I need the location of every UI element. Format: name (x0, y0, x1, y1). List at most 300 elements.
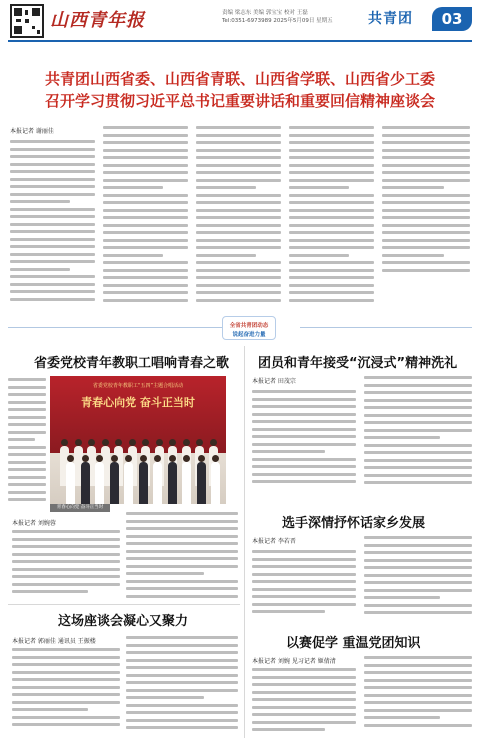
text-line (103, 141, 188, 144)
page-number-badge: 03 (432, 7, 472, 31)
article-5-byline: 本报记者 刘婉 见习记者 姬倩清 (252, 658, 336, 665)
text-line (289, 299, 374, 302)
editor-credits: 责编 梁志东 美编 郭宝宝 校对 王磊 (222, 10, 308, 16)
text-line (12, 708, 88, 711)
text-line (196, 126, 281, 129)
text-line (289, 201, 374, 204)
text-line (382, 194, 470, 197)
text-line (382, 134, 470, 137)
article-2-body-col-1 (252, 390, 356, 494)
lead-body-column-5 (382, 126, 470, 276)
text-line (289, 239, 374, 242)
text-line (126, 557, 238, 560)
text-line (364, 481, 472, 484)
text-line (382, 209, 470, 212)
choir-member (182, 462, 191, 504)
text-line (12, 648, 120, 651)
text-line (382, 216, 470, 219)
text-line (364, 604, 472, 607)
text-line (364, 709, 472, 712)
text-line (382, 156, 470, 159)
text-line (8, 468, 46, 471)
text-line (289, 156, 374, 159)
text-line (8, 438, 35, 441)
text-line (103, 209, 188, 212)
text-line (289, 194, 374, 197)
text-line (126, 580, 238, 583)
text-line (10, 215, 95, 218)
text-line (364, 694, 472, 697)
text-line (196, 216, 281, 219)
photo-subtitle: 省委党校青年教职工“五四”主题合唱活动 (92, 383, 184, 389)
article-1-body-col-1 (12, 530, 120, 602)
text-line (364, 376, 472, 379)
text-line (103, 299, 188, 302)
text-line (382, 224, 470, 227)
text-line (10, 283, 95, 286)
choir-member (197, 462, 206, 504)
text-line (382, 179, 470, 182)
headline-line-1: 共青团山西省委、山西省青联、山西省学联、山西省少工委 (44, 70, 435, 88)
text-line (364, 444, 472, 447)
text-line (196, 269, 281, 272)
page-header (0, 0, 480, 48)
text-line (10, 208, 95, 211)
text-line (8, 498, 46, 501)
text-line (196, 149, 281, 152)
text-line (252, 595, 356, 598)
text-line (12, 723, 120, 726)
text-line (103, 179, 188, 182)
divider-line-2: 说起奋进力量 (232, 332, 266, 338)
text-line (289, 284, 374, 287)
text-line (289, 141, 374, 144)
text-line (8, 431, 46, 434)
text-line (10, 253, 95, 256)
article-3-body-col-1 (252, 550, 356, 620)
text-line (10, 275, 95, 278)
text-line (364, 686, 472, 689)
text-line (252, 450, 325, 453)
text-line (196, 231, 281, 234)
text-line (252, 465, 356, 468)
text-line (10, 148, 95, 151)
text-line (252, 390, 356, 393)
text-line (196, 134, 281, 137)
article-2-byline: 本报记者 田茂宗 (252, 378, 296, 385)
lead-byline: 本报记者 谢丽佳 (10, 128, 54, 135)
text-line (8, 423, 46, 426)
text-line (289, 216, 374, 219)
text-line (364, 574, 472, 577)
text-line (364, 384, 472, 387)
text-line (103, 284, 188, 287)
text-line (8, 446, 46, 449)
text-line (8, 401, 46, 404)
text-line (103, 246, 188, 249)
text-line (252, 550, 356, 553)
text-line (252, 698, 356, 701)
text-line (252, 565, 356, 568)
text-line (364, 474, 472, 477)
text-line (364, 406, 472, 409)
text-line (364, 664, 472, 667)
text-line (289, 186, 349, 189)
text-line (382, 141, 470, 144)
text-line (252, 413, 356, 416)
article-1-body-left (8, 378, 46, 506)
photo-caption: 青春心向党 奋斗正当时 (50, 504, 110, 512)
text-line (252, 588, 356, 591)
text-line (10, 298, 95, 301)
text-line (289, 261, 374, 264)
text-line (8, 378, 46, 381)
text-line (10, 163, 95, 166)
text-line (10, 268, 70, 271)
text-line (12, 590, 88, 593)
text-line (382, 269, 470, 272)
text-line (8, 416, 46, 419)
text-line (196, 209, 281, 212)
text-line (196, 299, 281, 302)
text-line (252, 573, 356, 576)
header-info (222, 9, 333, 25)
choir-member (66, 462, 75, 504)
text-line (252, 721, 356, 724)
article-3-body-col-2 (364, 536, 472, 620)
text-line (364, 551, 472, 554)
article-4-byline: 本报记者 郭丽佳 通讯员 王振楼 (12, 638, 96, 645)
text-line (126, 659, 238, 662)
text-line (8, 408, 46, 411)
text-line (289, 254, 349, 257)
text-line (12, 575, 120, 578)
text-line (252, 405, 356, 408)
main-headline (0, 68, 480, 112)
text-line (196, 239, 281, 242)
newspaper-masthead: 山西青年报 (50, 10, 145, 31)
text-line (8, 476, 46, 479)
text-line (364, 544, 472, 547)
article-4-body-col-1 (12, 648, 120, 736)
text-line (252, 683, 356, 686)
text-line (126, 542, 238, 545)
text-line (103, 269, 188, 272)
text-line (289, 231, 374, 234)
text-line (289, 164, 374, 167)
article-1-byline: 本报记者 刘婉蓉 (12, 520, 56, 527)
text-line (12, 686, 120, 689)
text-line (12, 716, 120, 719)
text-line (252, 668, 356, 671)
text-line (382, 149, 470, 152)
text-line (103, 254, 163, 257)
text-line (289, 291, 374, 294)
text-line (252, 473, 356, 476)
text-line (364, 459, 472, 462)
text-line (382, 201, 470, 204)
text-line (252, 428, 356, 431)
text-line (10, 223, 95, 226)
text-line (252, 443, 356, 446)
text-line (10, 155, 95, 158)
text-line (103, 171, 188, 174)
article-title-symposium: 这场座谈会凝心又聚力 (58, 614, 189, 629)
text-line (126, 644, 238, 647)
section-tag: 共青团 (368, 11, 413, 27)
text-line (8, 386, 46, 389)
text-line (12, 538, 120, 541)
text-line (12, 678, 120, 681)
text-line (126, 696, 204, 699)
text-line (8, 491, 46, 494)
text-line (126, 666, 238, 669)
text-line (364, 399, 472, 402)
text-line (126, 550, 238, 553)
article-2-body-col-2 (364, 376, 472, 494)
text-line (382, 126, 470, 129)
text-line (10, 178, 95, 181)
text-line (196, 291, 281, 294)
text-line (382, 171, 470, 174)
text-line (12, 545, 120, 548)
text-line (12, 671, 120, 674)
text-line (196, 246, 281, 249)
article-4-body-col-2 (126, 636, 238, 736)
lead-body-column-4 (289, 126, 374, 306)
text-line (8, 461, 46, 464)
choir-member (95, 462, 104, 504)
text-line (252, 713, 356, 716)
text-line (12, 663, 120, 666)
text-line (252, 458, 356, 461)
text-line (252, 580, 356, 583)
text-line (364, 581, 472, 584)
article-1-body-col-2 (126, 512, 238, 602)
text-line (12, 693, 120, 696)
text-line (382, 186, 444, 189)
section-divider (0, 316, 480, 340)
text-line (10, 290, 95, 293)
text-line (289, 209, 374, 212)
text-line (10, 230, 95, 233)
text-line (12, 560, 120, 563)
text-line (364, 391, 472, 394)
choir-member (81, 462, 90, 504)
contact-date: Tel:0351-6973989 2025年5月09日 星期五 (222, 18, 333, 24)
article-title-party-school: 省委党校青年教职工唱响青春之歌 (34, 356, 230, 371)
photo-banner: 青春心向党 奋斗正当时 (81, 396, 195, 409)
text-line (252, 603, 356, 606)
text-line (126, 689, 238, 692)
text-line (289, 134, 374, 137)
text-line (196, 156, 281, 159)
text-line (103, 186, 163, 189)
choir-member (139, 462, 148, 504)
text-line (12, 583, 120, 586)
text-line (103, 291, 188, 294)
divider-line-1: 全省共青团动态 (229, 323, 269, 329)
text-line (364, 536, 472, 539)
text-line (252, 558, 356, 561)
text-line (364, 421, 472, 424)
text-line (382, 239, 470, 242)
text-line (364, 701, 472, 704)
text-line (364, 679, 472, 682)
text-line (10, 140, 95, 143)
text-line (289, 126, 374, 129)
text-line (196, 179, 281, 182)
text-line (252, 435, 356, 438)
text-line (364, 656, 472, 659)
article-title-hometown: 选手深情抒怀话家乡发展 (282, 516, 426, 531)
text-line (289, 276, 374, 279)
text-line (196, 186, 256, 189)
text-line (103, 231, 188, 234)
text-line (12, 701, 120, 704)
lead-body-column-2 (103, 126, 188, 306)
text-line (364, 436, 440, 439)
text-line (103, 224, 188, 227)
text-line (103, 261, 188, 264)
text-line (252, 728, 325, 731)
choir-member (110, 462, 119, 504)
choir-photo (50, 376, 226, 504)
text-line (12, 530, 120, 533)
text-line (126, 527, 238, 530)
text-line (364, 611, 472, 614)
text-line (252, 420, 356, 423)
choir-member (168, 462, 177, 504)
text-line (103, 201, 188, 204)
lead-body-column-3 (196, 126, 281, 306)
text-line (126, 565, 238, 568)
text-line (196, 284, 281, 287)
text-line (252, 480, 356, 483)
text-line (126, 595, 238, 598)
text-line (10, 193, 95, 196)
text-line (196, 194, 281, 197)
text-line (364, 429, 472, 432)
text-line (382, 231, 470, 234)
choir-member (124, 462, 133, 504)
text-line (382, 261, 470, 264)
text-line (196, 276, 281, 279)
text-line (252, 610, 325, 613)
text-line (196, 254, 256, 257)
article-5-body-col-1 (252, 668, 356, 736)
text-line (10, 200, 70, 203)
text-line (103, 149, 188, 152)
text-line (103, 134, 188, 137)
text-line (289, 269, 374, 272)
text-line (126, 520, 238, 523)
text-line (103, 156, 188, 159)
text-line (196, 164, 281, 167)
text-line (8, 453, 46, 456)
text-line (10, 245, 95, 248)
text-line (103, 239, 188, 242)
text-line (10, 170, 95, 173)
text-line (8, 393, 46, 396)
text-line (126, 681, 238, 684)
text-line (103, 164, 188, 167)
text-line (126, 651, 238, 654)
article-title-immersive: 团员和青年接受“沉浸式”精神洗礼 (258, 356, 458, 371)
text-line (289, 246, 374, 249)
text-line (382, 254, 444, 257)
text-line (382, 164, 470, 167)
choir-member (211, 462, 220, 504)
article-title-quiz: 以赛促学 重温党团知识 (286, 636, 421, 651)
text-line (364, 559, 472, 562)
text-line (364, 414, 472, 417)
article-5-body-col-2 (364, 656, 472, 736)
text-line (126, 719, 238, 722)
text-line (382, 246, 470, 249)
text-line (196, 171, 281, 174)
text-line (289, 224, 374, 227)
text-line (126, 572, 204, 575)
text-line (103, 194, 188, 197)
text-line (364, 671, 472, 674)
text-line (8, 483, 46, 486)
text-line (10, 260, 95, 263)
text-line (364, 596, 440, 599)
text-line (12, 656, 120, 659)
text-line (12, 553, 120, 556)
lead-body-column-1 (10, 140, 95, 306)
headline-line-2: 召开学习贯彻习近平总书记重要讲话和重要回信精神座谈会 (44, 92, 435, 110)
text-line (364, 566, 472, 569)
qr-code-icon (10, 4, 44, 38)
text-line (126, 704, 238, 707)
text-line (364, 451, 472, 454)
article-3-byline: 本报记者 李若晋 (252, 538, 296, 545)
text-line (364, 724, 472, 727)
text-line (10, 238, 95, 241)
text-line (10, 185, 95, 188)
text-line (252, 676, 356, 679)
text-line (289, 149, 374, 152)
text-line (126, 711, 238, 714)
text-line (252, 706, 356, 709)
text-line (364, 466, 472, 469)
text-line (364, 589, 472, 592)
choir-member (153, 462, 162, 504)
text-line (196, 261, 281, 264)
text-line (196, 201, 281, 204)
text-line (12, 568, 120, 571)
text-line (126, 726, 238, 729)
text-line (364, 716, 440, 719)
text-line (196, 141, 281, 144)
text-line (252, 398, 356, 401)
text-line (126, 674, 238, 677)
text-line (126, 636, 238, 639)
text-line (126, 535, 238, 538)
divider-badge (222, 316, 276, 340)
text-line (289, 179, 374, 182)
text-line (103, 216, 188, 219)
text-line (126, 587, 238, 590)
text-line (289, 171, 374, 174)
text-line (103, 276, 188, 279)
text-line (126, 512, 238, 515)
text-line (196, 224, 281, 227)
text-line (103, 126, 188, 129)
header-rule (8, 40, 472, 42)
